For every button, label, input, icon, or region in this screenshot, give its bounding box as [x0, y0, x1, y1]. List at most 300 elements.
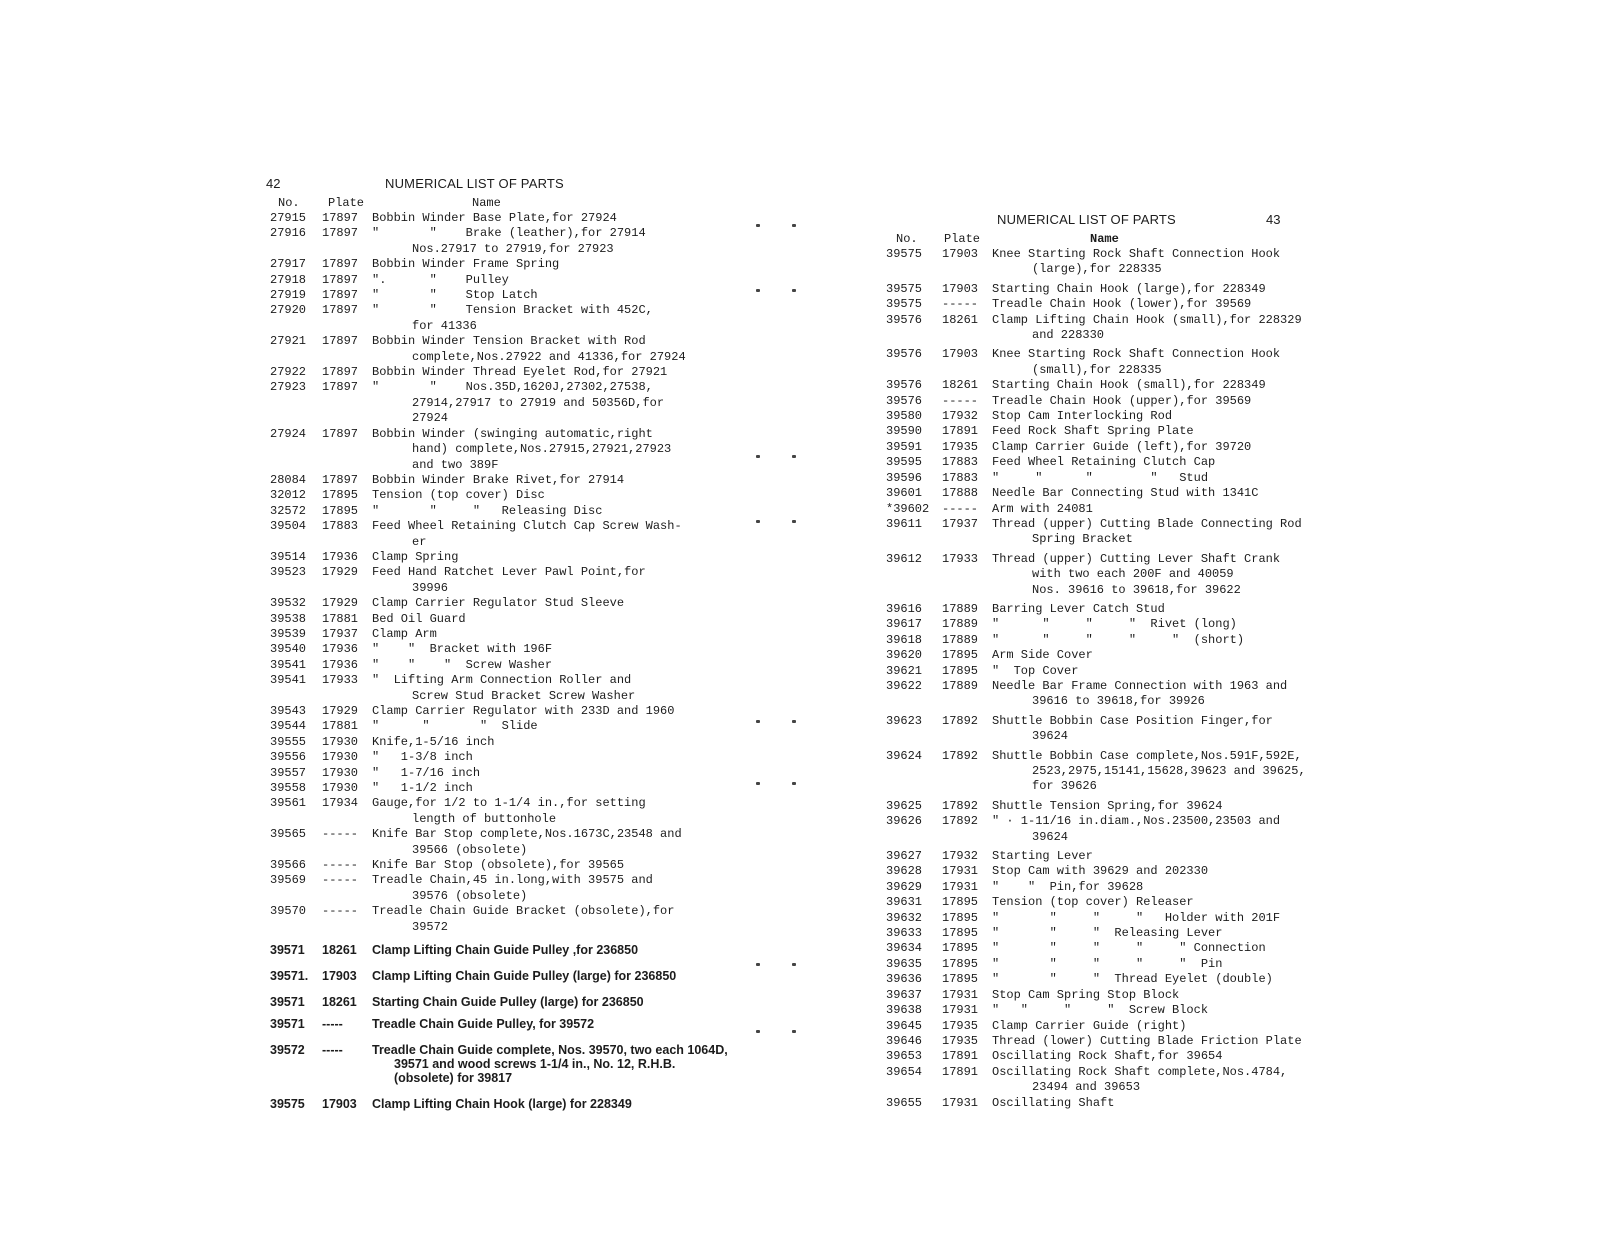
part-row: [270, 766, 730, 781]
part-row: [270, 519, 730, 550]
part-number: 27916: [270, 226, 307, 241]
part-number: 39655: [886, 1095, 923, 1110]
part-number: 39638: [886, 1003, 923, 1018]
part-number: 39624: [886, 748, 923, 763]
part-row: [886, 502, 1346, 517]
part-name: Starting Chain Guide Pulley (large) for 236850: [372, 995, 644, 1010]
part-plate: 17932: [942, 409, 979, 424]
part-name: " " " " Stud: [992, 470, 1209, 485]
part-plate: 17933: [322, 673, 359, 688]
scan-speck: [756, 782, 760, 785]
part-name: Thread (upper) Cutting Blade Connecting Rod Spring Bracket: [992, 516, 1302, 547]
part-plate: 17891: [942, 424, 979, 439]
part-number: 39565: [270, 827, 307, 842]
part-plate: 17930: [322, 781, 359, 796]
part-name: Gauge,for 1/2 to 1-1/4 in.,for setting length of buttonhole: [372, 796, 646, 826]
part-row: [886, 1034, 1346, 1049]
part-row: [886, 880, 1346, 895]
part-number: 27920: [270, 303, 307, 318]
part-name: " " Pin,for 39628: [992, 879, 1144, 894]
part-number: 39571: [270, 943, 305, 958]
part-number: 39590: [886, 424, 923, 439]
part-plate: -----: [942, 297, 979, 312]
part-row: [270, 943, 730, 957]
part-row: [886, 247, 1346, 278]
part-number: 27923: [270, 380, 307, 395]
part-name: Treadle Chain Guide Pulley, for 39572: [372, 1017, 595, 1032]
scan-speck: [792, 224, 796, 227]
part-number: 39532: [270, 596, 307, 611]
scan-speck: [792, 455, 796, 458]
part-plate: 17897: [322, 380, 359, 395]
scan-speck: [792, 963, 796, 966]
part-plate: 18261: [322, 995, 357, 1010]
part-row: [270, 273, 730, 288]
part-name: Clamp Lifting Chain Guide Pulley ,for 236850: [372, 943, 639, 958]
part-plate: 17936: [322, 642, 359, 657]
part-plate: 17895: [322, 503, 359, 518]
part-plate: 17897: [322, 365, 359, 380]
part-plate: 17888: [942, 486, 979, 501]
part-plate: 17895: [942, 663, 979, 678]
left-column-headers: [270, 196, 730, 211]
part-row: [886, 455, 1346, 470]
part-row: [886, 664, 1346, 679]
part-number: 39576: [886, 378, 923, 393]
part-plate: 17895: [942, 956, 979, 971]
part-plate: 17897: [322, 272, 359, 287]
scan-speck: [756, 455, 760, 458]
part-row: [270, 627, 730, 642]
part-plate: -----: [322, 1043, 343, 1058]
part-number: 39504: [270, 519, 307, 534]
part-plate: -----: [322, 904, 359, 919]
part-plate: 17930: [322, 750, 359, 765]
part-number: 39539: [270, 626, 307, 641]
scan-speck: [792, 520, 796, 523]
part-name: Feed Wheel Retaining Clutch Cap Screw Wash- er: [372, 519, 682, 549]
part-plate: 17895: [942, 972, 979, 987]
column-header-no: No.: [896, 232, 918, 246]
part-name: Oscillating Rock Shaft,for 39654: [992, 1049, 1223, 1064]
part-name: " " Brake (leather),for 27914 Nos.27917 to 27919,for 27923: [372, 226, 646, 256]
part-name: " " " " " Pin: [992, 956, 1223, 971]
part-plate: 17881: [322, 611, 359, 626]
part-row: [270, 995, 730, 1009]
part-row: [270, 334, 730, 365]
part-row: [886, 849, 1346, 864]
part-name: Tension (top cover) Disc: [372, 488, 545, 503]
part-name: ". " Pulley: [372, 272, 509, 287]
part-row: [270, 827, 730, 858]
part-number: 39575: [886, 297, 923, 312]
part-row: [270, 719, 730, 734]
part-row: [886, 617, 1346, 632]
part-plate: 17937: [942, 516, 979, 531]
part-row: [270, 226, 730, 257]
part-plate: 17895: [942, 926, 979, 941]
part-name: Thread (upper) Cutting Lever Shaft Crank with two each 200F and 40059 Nos. 39616 to 39618,for 39622: [992, 551, 1281, 597]
part-plate: 17929: [322, 565, 359, 580]
part-name: Clamp Carrier Guide (left),for 39720: [992, 439, 1252, 454]
part-row: [270, 969, 730, 983]
right-parts-list: [886, 247, 1346, 1111]
part-number: 27922: [270, 365, 307, 380]
part-number: 39575: [886, 281, 923, 296]
part-name: Thread (lower) Cutting Blade Friction Plate: [992, 1033, 1302, 1048]
part-row: [886, 424, 1346, 439]
left-page-header: [266, 176, 730, 196]
part-number: 39636: [886, 972, 923, 987]
part-row: [886, 602, 1346, 617]
left-supplement-list: [270, 943, 730, 1111]
part-number: 39646: [886, 1033, 923, 1048]
part-row: [886, 864, 1346, 879]
left-parts-list: [270, 211, 730, 935]
part-number: 39557: [270, 765, 307, 780]
part-number: 39623: [886, 713, 923, 728]
part-plate: 17897: [322, 472, 359, 487]
part-number: 39571: [270, 1017, 305, 1032]
part-plate: 17931: [942, 864, 979, 879]
part-row: [270, 1097, 730, 1111]
part-plate: 17929: [322, 704, 359, 718]
part-number: 27915: [270, 211, 307, 225]
part-row: [886, 313, 1346, 344]
part-row: [270, 658, 730, 673]
part-plate: 17889: [942, 632, 979, 647]
part-row: [270, 303, 730, 334]
column-header-plate: Plate: [328, 196, 365, 210]
part-name: Feed Rock Shaft Spring Plate: [992, 424, 1194, 439]
part-row: [886, 1019, 1346, 1034]
left-page-title: NUMERICAL LIST OF PARTS: [385, 176, 564, 191]
part-number: 39622: [886, 678, 923, 693]
part-row: [886, 941, 1346, 956]
part-plate: 17895: [942, 648, 979, 663]
part-name: Feed Hand Ratchet Lever Pawl Point,for 39996: [372, 565, 646, 595]
part-plate: 17935: [942, 1018, 979, 1033]
scan-speck: [756, 224, 760, 227]
scan-speck: [756, 1030, 760, 1033]
part-plate: 17903: [942, 281, 979, 296]
part-number: 39572: [270, 1043, 305, 1058]
part-name: " " Nos.35D,1620J,27302,27538, 27914,27917 to 27919 and 50356D,for 27924: [372, 380, 665, 426]
part-plate: 17881: [322, 719, 359, 734]
part-plate: 17903: [322, 969, 357, 984]
part-name: Treadle Chain Hook (lower),for 39569: [992, 297, 1252, 312]
part-plate: 17931: [942, 1003, 979, 1018]
part-plate: 17892: [942, 748, 979, 763]
part-row: [270, 612, 730, 627]
part-plate: 17889: [942, 601, 979, 616]
column-header-no: No.: [278, 196, 300, 210]
right-page: [886, 212, 1346, 1111]
part-name: Treadle Chain Guide Bracket (obsolete),for 39572: [372, 904, 675, 934]
part-plate: 17895: [942, 895, 979, 910]
part-plate: 17892: [942, 814, 979, 829]
part-name: Needle Bar Frame Connection with 1963 and 39616 to 39618,for 39926: [992, 678, 1288, 709]
part-number: 39555: [270, 734, 307, 749]
part-row: [270, 673, 730, 704]
part-row: [886, 988, 1346, 1003]
part-row: [270, 904, 730, 935]
part-row: [886, 1003, 1346, 1018]
part-number: 39575: [270, 1097, 305, 1112]
part-name: Needle Bar Connecting Stud with 1341C: [992, 486, 1259, 501]
part-number: 39580: [886, 409, 923, 424]
part-row: [886, 297, 1346, 312]
part-name: Treadle Chain,45 in.long,with 39575 and 39576 (obsolete): [372, 873, 653, 903]
part-row: [270, 735, 730, 750]
left-page-number: 42: [266, 176, 281, 191]
part-plate: -----: [322, 1017, 343, 1032]
scan-speck: [756, 289, 760, 292]
part-plate: 17935: [942, 439, 979, 454]
part-name: Treadle Chain Guide complete, Nos. 39570, two each 1064D, 39571 and wood screws 1-1/4 in., No. 12, R.H.B.(obsolete) for 39817: [372, 1043, 728, 1086]
part-number: 39571.: [270, 969, 309, 984]
part-row: [886, 895, 1346, 910]
part-number: 39540: [270, 642, 307, 657]
part-row: [886, 1065, 1346, 1096]
part-name: Shuttle Bobbin Case complete,Nos.591F,592E, 2523,2975,15141,15628,39623 and 39625, for 39626: [992, 748, 1306, 794]
part-name: " 1-1/2 inch: [372, 781, 473, 796]
part-plate: -----: [322, 858, 359, 873]
part-plate: 17937: [322, 626, 359, 641]
part-number: 39617: [886, 617, 923, 632]
part-number: 39634: [886, 941, 923, 956]
right-page-header: [886, 212, 1346, 232]
part-name: Clamp Carrier Guide (right): [992, 1018, 1187, 1033]
right-page-number: 43: [1266, 212, 1281, 227]
part-plate: 17883: [942, 470, 979, 485]
part-row: [886, 378, 1346, 393]
part-plate: 18261: [322, 943, 357, 958]
part-plate: 17897: [322, 226, 359, 241]
part-row: [886, 972, 1346, 987]
part-row: [270, 288, 730, 303]
part-row: [270, 796, 730, 827]
scan-speck: [756, 963, 760, 966]
part-plate: 17891: [942, 1049, 979, 1064]
part-number: 39632: [886, 910, 923, 925]
part-name: " " " " Screw Block: [992, 1003, 1209, 1018]
part-name: " Lifting Arm Connection Roller and Screw Stud Bracket Screw Washer: [372, 673, 636, 703]
part-plate: 17895: [942, 941, 979, 956]
part-name: " 1-3/8 inch: [372, 750, 473, 765]
part-number: 39618: [886, 632, 923, 647]
part-number: 27919: [270, 288, 307, 303]
part-row: [270, 473, 730, 488]
part-number: 39523: [270, 565, 307, 580]
part-name: Clamp Arm: [372, 626, 437, 641]
part-name: Barring Lever Catch Stud: [992, 601, 1165, 616]
part-plate: 17930: [322, 734, 359, 749]
part-number: 39654: [886, 1064, 923, 1079]
part-name: " 1-7/16 inch: [372, 765, 481, 780]
part-row: [886, 926, 1346, 941]
part-row: [886, 1096, 1346, 1111]
part-name: Knife Bar Stop complete,Nos.1673C,23548 and 39566 (obsolete): [372, 827, 682, 857]
part-row: [270, 550, 730, 565]
part-plate: 17931: [942, 987, 979, 1002]
part-number: 39628: [886, 864, 923, 879]
part-number: 39612: [886, 551, 923, 566]
part-plate: 17895: [942, 910, 979, 925]
part-number: 27924: [270, 426, 307, 441]
part-name: Arm Side Cover: [992, 648, 1093, 663]
part-row: [886, 486, 1346, 501]
scan-speck: [792, 720, 796, 723]
part-number: 28084: [270, 472, 307, 487]
scan-speck: [792, 1030, 796, 1033]
part-number: 39645: [886, 1018, 923, 1033]
part-plate: 17897: [322, 303, 359, 318]
part-row: [270, 750, 730, 765]
part-number: 39601: [886, 486, 923, 501]
part-name: " · 1-11/16 in.diam.,Nos.23500,23503 and 39624: [992, 814, 1281, 844]
part-number: 39544: [270, 719, 307, 734]
part-number: 39637: [886, 987, 923, 1002]
part-name: " Top Cover: [992, 663, 1079, 678]
part-name: " " " Releasing Lever: [992, 926, 1223, 941]
part-number: *39602: [886, 501, 930, 516]
part-plate: 17895: [322, 488, 359, 503]
part-plate: 17889: [942, 617, 979, 632]
part-name: Oscillating Shaft: [992, 1095, 1115, 1110]
part-row: [886, 471, 1346, 486]
part-name: Bobbin Winder Base Plate,for 27924: [372, 211, 617, 225]
part-plate: 17892: [942, 713, 979, 728]
part-plate: 17929: [322, 596, 359, 611]
part-row: [270, 365, 730, 380]
part-name: Feed Wheel Retaining Clutch Cap: [992, 455, 1216, 470]
column-header-plate: Plate: [944, 232, 981, 246]
part-plate: 17897: [322, 257, 359, 272]
part-row: [886, 633, 1346, 648]
part-plate: 17883: [322, 519, 359, 534]
part-number: 39635: [886, 956, 923, 971]
part-name: Bed Oil Guard: [372, 611, 466, 626]
part-name: Starting Chain Hook (small),for 228349: [992, 378, 1266, 393]
part-number: 39627: [886, 849, 923, 864]
part-plate: 17897: [322, 211, 359, 225]
part-name: Tension (top cover) Releaser: [992, 895, 1194, 910]
part-name: " " Bracket with 196F: [372, 642, 553, 657]
part-name: Clamp Carrier Regulator with 233D and 1960: [372, 704, 675, 718]
part-row: [270, 704, 730, 719]
part-number: 39596: [886, 470, 923, 485]
part-name: Clamp Lifting Chain Hook (small),for 228329 and 228330: [992, 312, 1302, 343]
part-plate: 17930: [322, 765, 359, 780]
scan-speck: [792, 782, 796, 785]
part-row: [886, 714, 1346, 745]
part-number: 39541: [270, 657, 307, 672]
part-row: [886, 282, 1346, 297]
part-row: [270, 427, 730, 473]
part-name: Starting Chain Hook (large),for 228349: [992, 281, 1266, 296]
part-number: 39576: [886, 347, 923, 362]
part-plate: 17883: [942, 455, 979, 470]
part-row: [270, 781, 730, 796]
part-row: [270, 596, 730, 611]
part-row: [886, 648, 1346, 663]
part-name: Stop Cam Spring Stop Block: [992, 987, 1180, 1002]
part-name: " " Tension Bracket with 452C, for 41336: [372, 303, 653, 333]
part-row: [886, 394, 1346, 409]
part-number: 39591: [886, 439, 923, 454]
part-number: 39631: [886, 895, 923, 910]
part-number: 27921: [270, 334, 307, 349]
part-number: 39626: [886, 814, 923, 829]
part-name: Knife,1-5/16 inch: [372, 734, 495, 749]
part-row: [886, 347, 1346, 378]
part-plate: 17933: [942, 551, 979, 566]
part-row: [270, 504, 730, 519]
part-name: Bobbin Winder Thread Eyelet Rod,for 27921: [372, 365, 668, 380]
part-name: Treadle Chain Hook (upper),for 39569: [992, 393, 1252, 408]
part-name: " " Stop Latch: [372, 288, 538, 303]
part-name: Bobbin Winder Brake Rivet,for 27914: [372, 472, 625, 487]
part-name: Clamp Spring: [372, 549, 459, 564]
part-row: [886, 440, 1346, 455]
part-number: 39558: [270, 781, 307, 796]
part-number: 39561: [270, 796, 307, 811]
part-number: 39575: [886, 247, 923, 261]
part-row: [270, 380, 730, 426]
part-name: Bobbin Winder Tension Bracket with Rod complete,Nos.27922 and 41336,for 27924: [372, 334, 686, 364]
part-number: 39595: [886, 455, 923, 470]
part-row: [886, 1049, 1346, 1064]
part-name: " " " Screw Washer: [372, 657, 553, 672]
part-name: Stop Cam with 39629 and 202330: [992, 864, 1209, 879]
scan-speck: [756, 720, 760, 723]
part-number: 39611: [886, 516, 923, 531]
part-number: 39556: [270, 750, 307, 765]
column-header-name: Name: [472, 196, 501, 210]
part-plate: 17889: [942, 678, 979, 693]
part-plate: 17932: [942, 849, 979, 864]
part-row: [270, 642, 730, 657]
part-plate: 17936: [322, 657, 359, 672]
part-name: Clamp Lifting Chain Hook (large) for 228349: [372, 1097, 632, 1112]
part-name: " " " Slide: [372, 719, 538, 734]
part-name: " " " " Rivet (long): [992, 617, 1237, 632]
part-name: Knee Starting Rock Shaft Connection Hook (small),for 228335: [992, 347, 1281, 377]
part-number: 39616: [886, 601, 923, 616]
part-number: 39653: [886, 1049, 923, 1064]
part-name: Arm with 24081: [992, 501, 1093, 516]
part-number: 39621: [886, 663, 923, 678]
part-number: 32012: [270, 488, 307, 503]
part-plate: 17935: [942, 1033, 979, 1048]
part-number: 32572: [270, 503, 307, 518]
part-plate: 17903: [942, 347, 979, 362]
part-plate: -----: [942, 393, 979, 408]
part-number: 39538: [270, 611, 307, 626]
part-number: 39629: [886, 879, 923, 894]
part-row: [270, 565, 730, 596]
part-row: [886, 409, 1346, 424]
part-number: 39514: [270, 549, 307, 564]
part-plate: -----: [942, 501, 979, 516]
part-row: [886, 799, 1346, 814]
part-name: Shuttle Tension Spring,for 39624: [992, 798, 1223, 813]
scan-speck: [792, 289, 796, 292]
part-row: [270, 257, 730, 272]
part-number: 39576: [886, 312, 923, 327]
part-row: [270, 1043, 730, 1085]
